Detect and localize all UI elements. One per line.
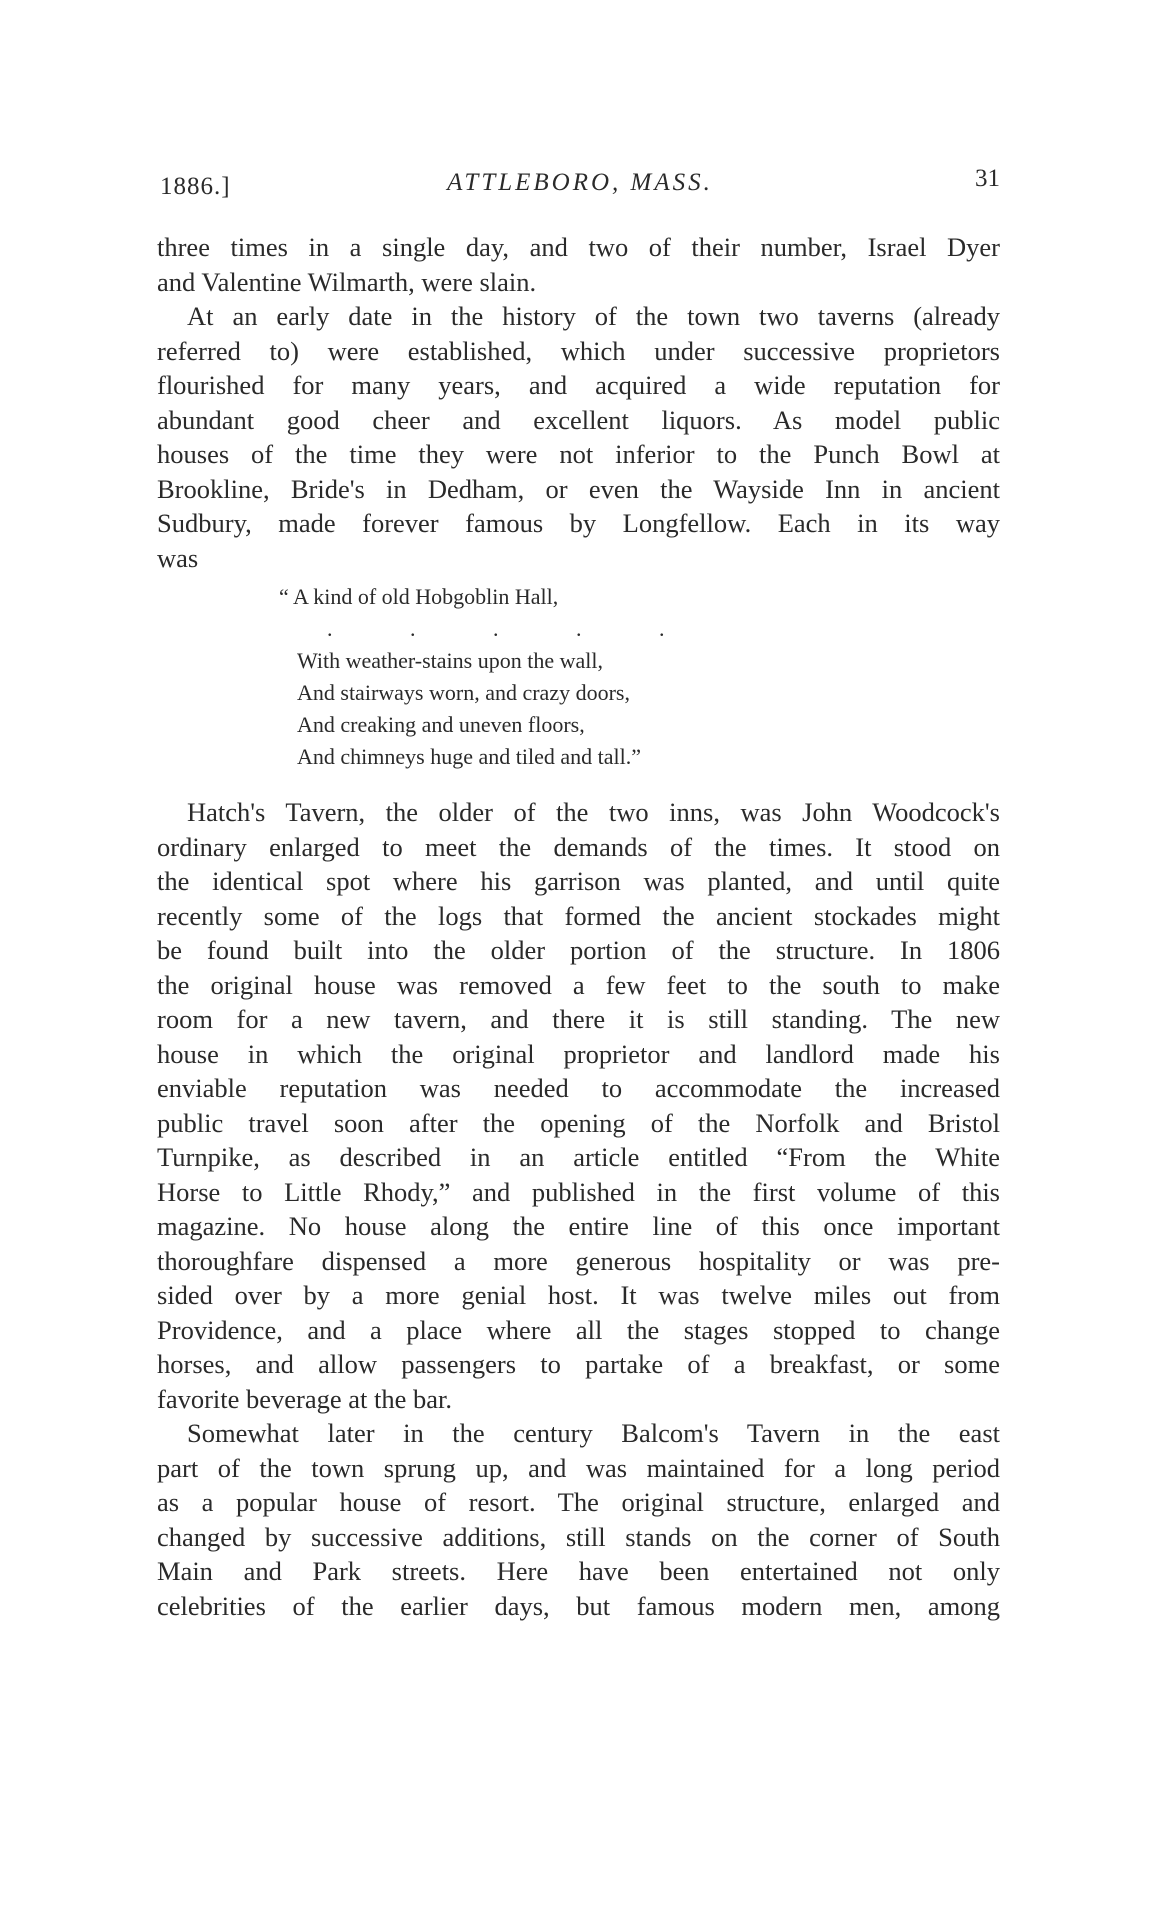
text-line: the identical spot where his garrison was planted, and until quite (157, 866, 1000, 896)
body-text (157, 230, 1000, 1623)
text-line: house in which the original proprietor and landlord made his (157, 1038, 1000, 1069)
text-line: room for a new tavern, and there it is still standing. The new (157, 1004, 1000, 1034)
verse-quotation (279, 581, 1000, 773)
text-line: houses of the time they were not inferior to the Punch Bowl at (157, 439, 1000, 469)
text-line: thoroughfare dispensed a more generous hospitality or was pre- (157, 1245, 1000, 1276)
text-line: Providence, and a place where all the stages stopped to change (157, 1314, 1000, 1345)
text-line: magazine. No house along the entire line of this once important (157, 1211, 1000, 1241)
paragraph-4 (157, 1416, 1000, 1623)
text-line: flourished for many years, and acquired a wide reputation for (157, 370, 1000, 400)
text-line: favorite beverage at the bar. (157, 1383, 453, 1414)
verse-line: And stairways worn, and crazy doors, (297, 680, 630, 705)
verse-line: And creaking and uneven floors, (297, 712, 585, 737)
paragraph-3 (157, 795, 1000, 1416)
text-line: part of the town sprung up, and was maintained for a long period (157, 1452, 1000, 1483)
header-year: 1886.] (160, 173, 231, 200)
text-line: Brookline, Bride's in Dedham, or even the Wayside Inn in ancient (157, 473, 1000, 504)
text-line: public travel soon after the opening of the Norfolk and Bristol (157, 1107, 1000, 1138)
text-line: recently some of the logs that formed the ancient stockades might (157, 900, 1000, 931)
text-line: as a popular house of resort. The original structure, enlarged and (157, 1487, 1000, 1517)
text-line: be found built into the older portion of the structure. In 1806 (157, 935, 1000, 965)
text-line: enviable reputation was needed to accommodate the increased (157, 1073, 1000, 1103)
text-line: Hatch's Tavern, the older of the two inns, was John Woodcock's (187, 797, 1000, 827)
text-line: changed by successive additions, still stands on the corner of South (157, 1521, 1000, 1552)
text-line: Turnpike, as described in an article entitled “From the White (157, 1142, 1000, 1172)
header-title: ATTLEBORO, MASS. (447, 169, 713, 196)
running-header (160, 165, 1000, 205)
text-line: sided over by a more genial host. It was twelve miles out from (157, 1280, 1000, 1310)
text-line: referred to) were established, which under successive proprietors (157, 335, 1000, 366)
text-line: was (157, 542, 199, 573)
verse-ellipsis: . . . . . (327, 616, 701, 641)
text-line: Horse to Little Rhody,” and published in the first volume of this (157, 1176, 1000, 1207)
text-line: ordinary enlarged to meet the demands of the times. It stood on (157, 831, 1000, 862)
text-line: Sudbury, made forever famous by Longfellow. Each in its way (157, 508, 1000, 538)
verse-line: And chimneys huge and tiled and tall.” (297, 744, 641, 769)
text-line: three times in a single day, and two of their number, Israel Dyer (157, 232, 1000, 262)
page-number: 31 (975, 165, 1000, 192)
text-line: Main and Park streets. Here have been entertained not only (157, 1556, 1000, 1586)
text-line: celebrities of the earlier days, but famous modern men, among (157, 1590, 1000, 1621)
text-line: horses, and allow passengers to partake of a breakfast, or some (157, 1349, 1000, 1379)
text-line: abundant good cheer and excellent liquors. As model public (157, 404, 1000, 435)
verse-line: “ A kind of old Hobgoblin Hall, (279, 584, 559, 609)
verse-line: With weather-stains upon the wall, (297, 648, 603, 673)
text-line: Somewhat later in the century Balcom's Tavern in the east (187, 1418, 1000, 1448)
text-line: At an early date in the history of the town two taverns (already (187, 301, 1000, 331)
text-line: the original house was removed a few feet to the south to make (157, 969, 1000, 1000)
paragraph-2 (157, 299, 1000, 575)
paragraph-1 (157, 230, 1000, 299)
text-line: and Valentine Wilmarth, were slain. (157, 266, 537, 297)
